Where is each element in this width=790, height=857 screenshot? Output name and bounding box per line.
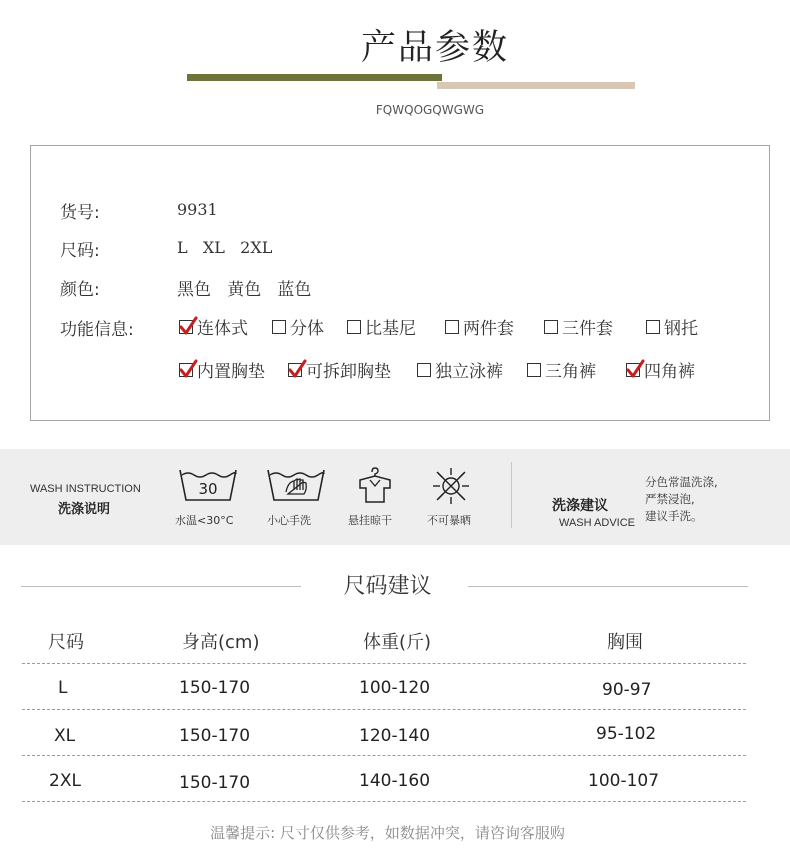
advice-line: 建议手洗。 <box>645 509 703 523</box>
feature-item <box>179 314 248 339</box>
wash-temp-text: 30 <box>198 480 218 498</box>
table-cell: 150-170 <box>179 678 251 698</box>
table-row-divider <box>22 709 746 710</box>
table-row-divider <box>22 663 746 664</box>
feature-label: 独立泳裤 <box>435 362 503 382</box>
table-cell: 100-107 <box>588 771 660 791</box>
feature-label: 两件套 <box>463 319 514 339</box>
size-value: L XL 2XL <box>177 238 273 257</box>
table-cell: L <box>58 678 68 698</box>
size-note: 温馨提示: 尺寸仅供参考，如数据冲突，请咨询客服购 <box>210 824 565 842</box>
page-title: 产品参数 <box>360 28 509 68</box>
feature-item <box>544 314 613 339</box>
feature-label: 连体式 <box>197 319 248 339</box>
size-header-size: 尺码 <box>48 632 84 653</box>
table-cell: 120-140 <box>359 726 431 746</box>
feature-item <box>179 357 265 382</box>
sku-value: 9931 <box>177 200 218 219</box>
feature-item <box>445 314 514 339</box>
size-label: 尺码: <box>60 241 100 261</box>
page-subtitle: FQWQOGQWGWG <box>375 103 485 117</box>
table-cell: 100-120 <box>359 678 431 698</box>
size-header-height: 身高(cm) <box>182 632 260 653</box>
wash-30-icon <box>178 466 238 506</box>
checkbox-icon <box>417 363 431 377</box>
feature-item <box>646 314 698 339</box>
checkbox-icon <box>626 363 640 377</box>
table-row-divider <box>22 755 746 756</box>
check-mark-icon <box>625 359 645 379</box>
table-cell: 2XL <box>49 771 81 791</box>
feature-label: 内置胸垫 <box>197 362 265 382</box>
feature-label: 三角裤 <box>545 362 596 382</box>
wash-label: 不可暴晒 <box>427 514 471 527</box>
features-label: 功能信息: <box>60 320 134 340</box>
check-mark-icon <box>178 359 198 379</box>
feature-item <box>417 357 503 382</box>
wash-title-cn: 洗涤说明 <box>58 502 111 517</box>
feature-label: 钢托 <box>664 319 698 339</box>
feature-label: 比基尼 <box>365 319 416 339</box>
size-header-bust: 胸围 <box>607 632 643 653</box>
feature-item <box>288 357 391 382</box>
feature-item <box>527 357 596 382</box>
table-cell: XL <box>54 726 76 746</box>
wash-divider <box>511 462 512 528</box>
wash-label: 水温<30°C <box>175 514 234 527</box>
size-header-weight: 体重(斤) <box>363 632 432 653</box>
table-row-divider <box>22 801 746 802</box>
advice-line: 分色常温洗涤, <box>645 475 718 489</box>
feature-item <box>347 314 416 339</box>
feature-label: 三件套 <box>562 319 613 339</box>
feature-label: 可拆卸胸垫 <box>306 362 391 382</box>
checkbox-icon <box>272 320 286 334</box>
check-mark-icon <box>178 316 198 336</box>
wash-advice-title-en: WASH ADVICE <box>559 517 635 529</box>
feature-item <box>626 357 695 382</box>
hand-wash-icon <box>266 466 326 506</box>
table-cell: 95-102 <box>596 724 657 744</box>
feature-label: 分体 <box>290 319 324 339</box>
checkbox-icon <box>527 363 541 377</box>
feature-label: 四角裤 <box>644 362 695 382</box>
color-value: 黑色 黄色 蓝色 <box>177 280 312 300</box>
color-label: 颜色: <box>60 280 100 300</box>
size-chart-title: 尺码建议 <box>343 574 432 599</box>
wash-title-en: WASH INSTRUCTION <box>30 483 141 495</box>
check-mark-icon <box>287 359 307 379</box>
wash-label: 悬挂晾干 <box>348 514 392 527</box>
table-cell: 150-170 <box>179 726 251 746</box>
table-cell: 90-97 <box>602 680 652 700</box>
checkbox-icon <box>288 363 302 377</box>
checkbox-icon <box>646 320 660 334</box>
wash-label: 小心手洗 <box>267 514 311 527</box>
table-cell: 150-170 <box>179 773 251 793</box>
no-sun-icon <box>429 466 473 506</box>
title-underline-green <box>187 74 442 81</box>
checkbox-icon <box>179 363 193 377</box>
wash-advice-text <box>645 474 718 525</box>
advice-line: 严禁浸泡, <box>645 492 695 506</box>
table-cell: 140-160 <box>359 771 431 791</box>
title-underline-beige <box>437 82 635 89</box>
checkbox-icon <box>179 320 193 334</box>
sku-label: 货号: <box>60 203 100 223</box>
checkbox-icon <box>544 320 558 334</box>
wash-advice-title-cn: 洗涤建议 <box>552 498 608 514</box>
hang-dry-icon <box>350 466 400 506</box>
checkbox-icon <box>347 320 361 334</box>
feature-item <box>272 314 324 339</box>
checkbox-icon <box>445 320 459 334</box>
